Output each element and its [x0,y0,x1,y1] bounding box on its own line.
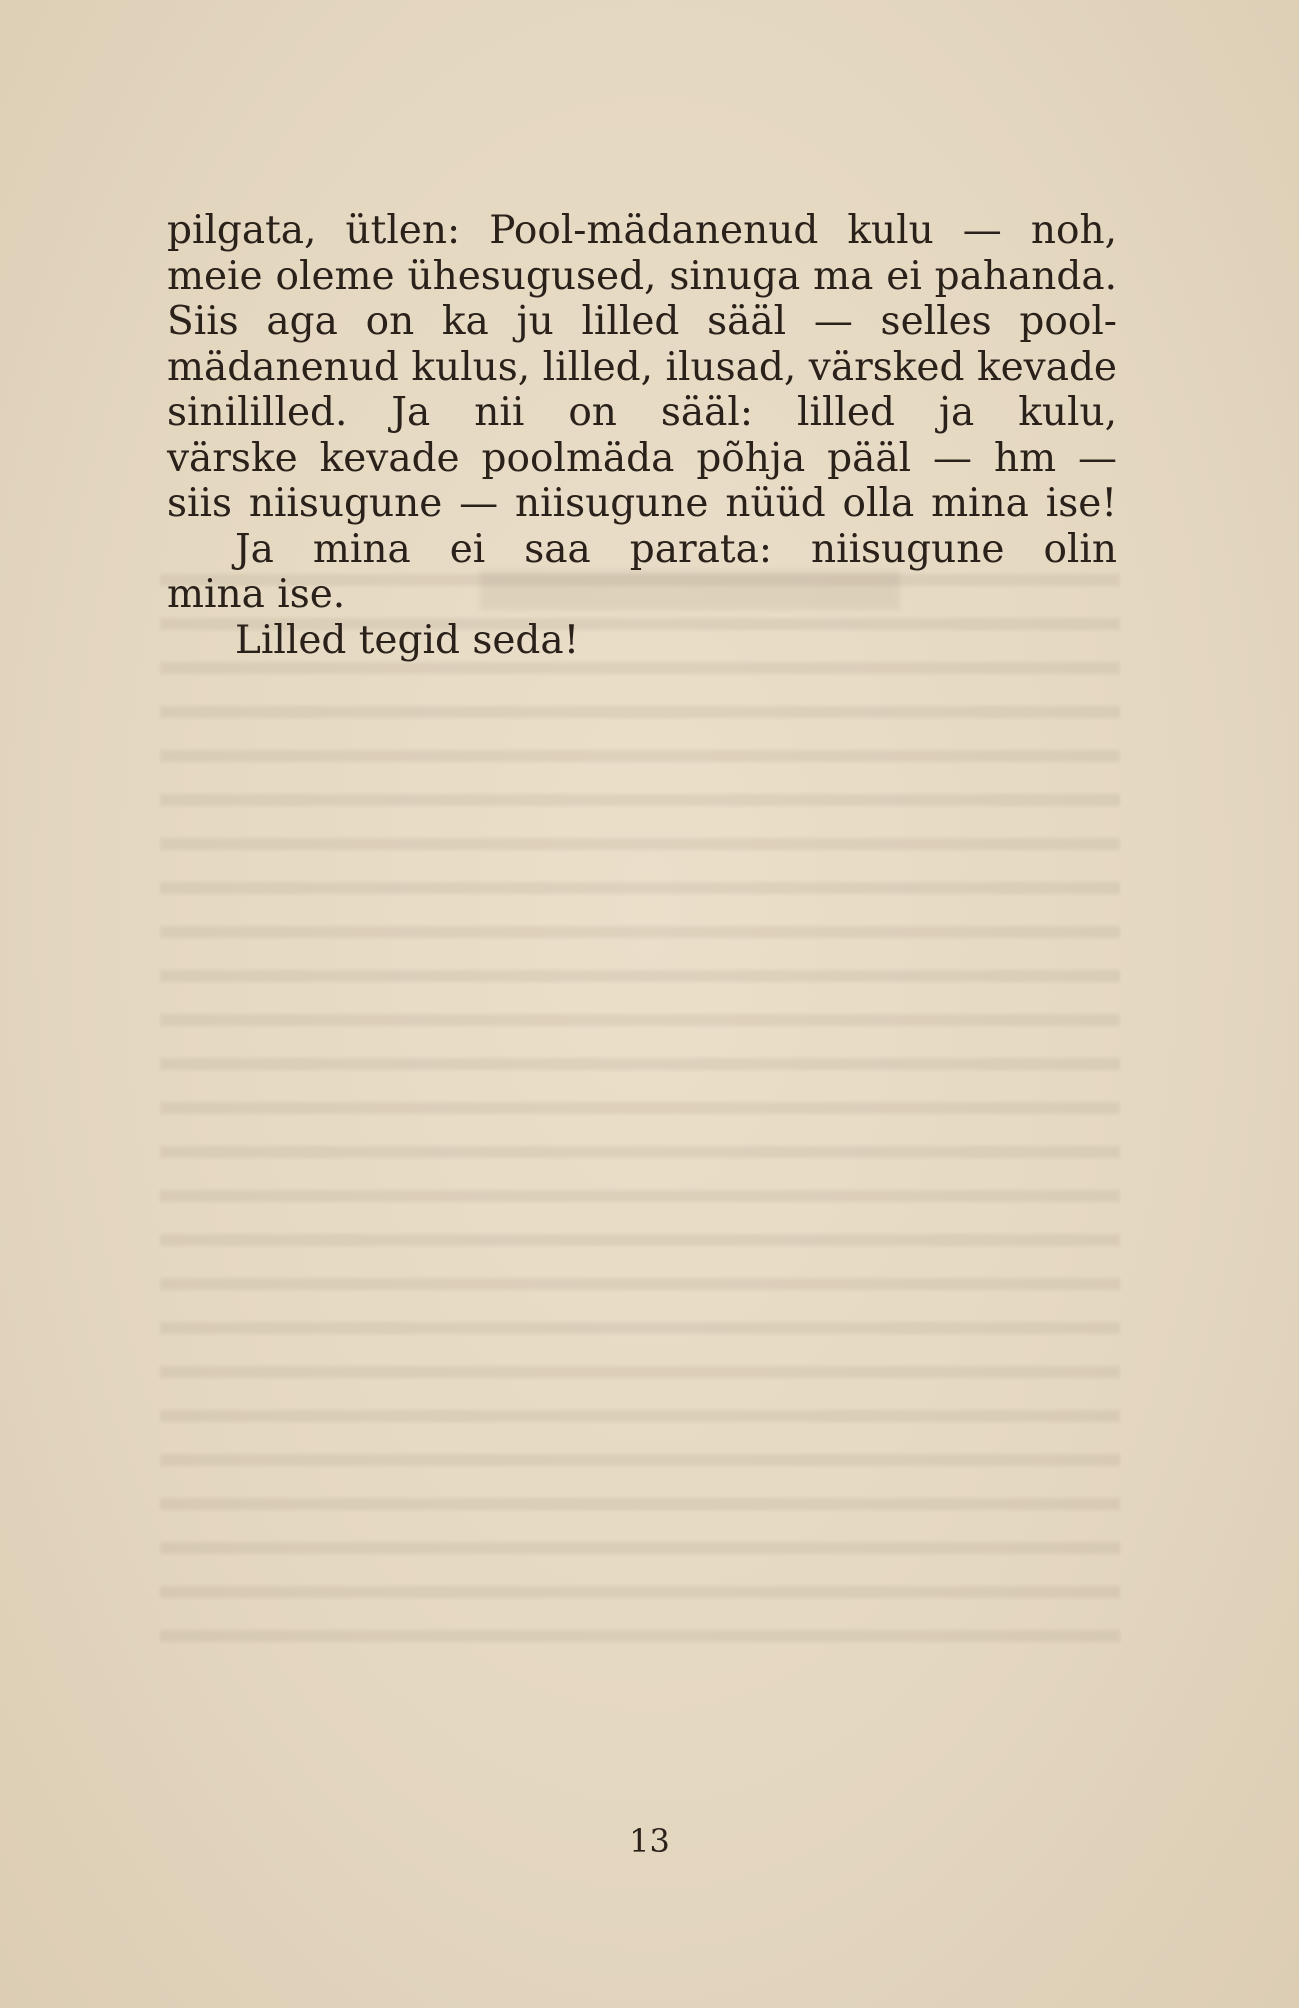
text-line: mina ise. [167,572,346,617]
page-number: 13 [629,1822,670,1860]
bleed-through-text [160,560,1120,1660]
body-text [167,208,1117,663]
text-line: siis niisugune — niisugune nüüd olla mina ise! [167,481,1117,526]
text-line: värske kevade poolmäda põhja pääl — hm — [167,435,1117,481]
text-line: Lilled tegid seda! [235,617,580,663]
text-line: sinililled. Ja nii on sääl: lilled ja kulu, [167,390,1117,435]
text-line: pilgata, ütlen: Pool-mädanenud kulu — noh, [167,208,1117,253]
text-line: Siis aga on ka ju lilled sääl — selles pool- [167,299,1117,344]
text-line: mädanenud kulus, lilled, ilusad, värsked kevade [167,344,1117,390]
text-line: Ja mina ei saa parata: niisugune olin [235,526,1117,572]
text-line: meie oleme ühesugused, sinuga ma ei pahanda. [167,253,1117,299]
